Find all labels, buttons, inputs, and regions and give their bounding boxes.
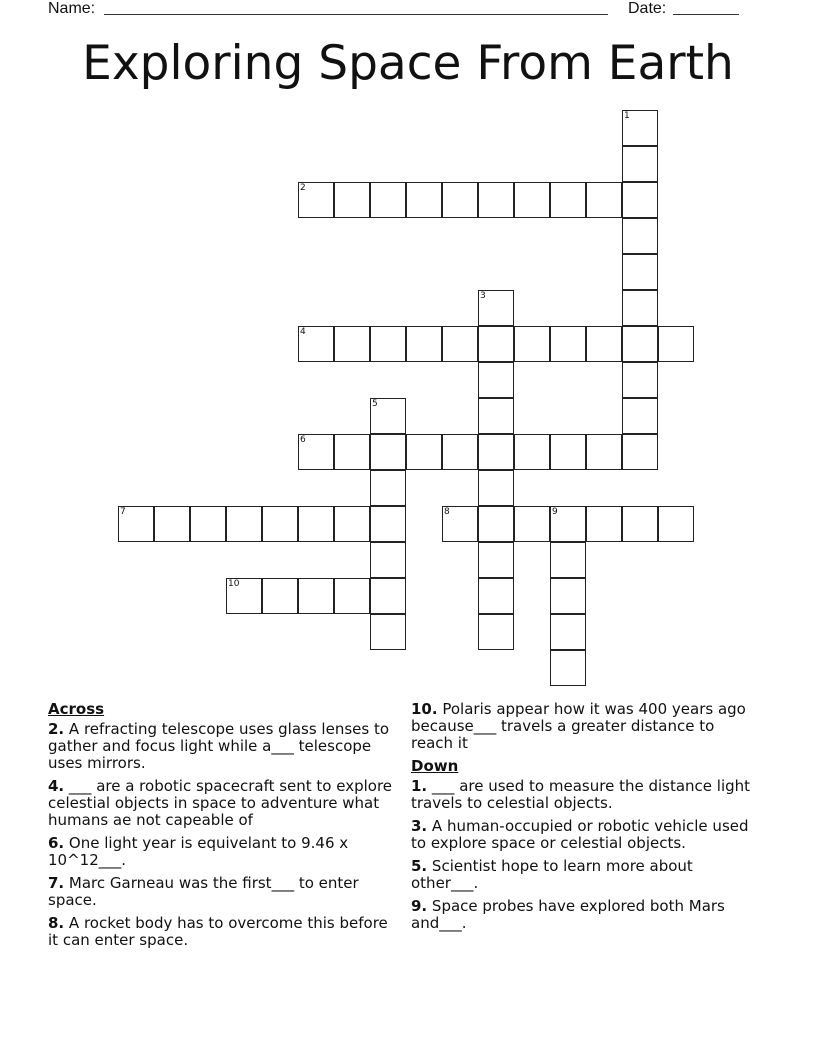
- crossword-cell[interactable]: [514, 182, 550, 218]
- crossword-cell[interactable]: [478, 542, 514, 578]
- crossword-cell[interactable]: [370, 542, 406, 578]
- crossword-cell[interactable]: [442, 326, 478, 362]
- crossword-cell[interactable]: [478, 506, 514, 542]
- crossword-cell[interactable]: [298, 578, 334, 614]
- date-label: Date:: [628, 0, 667, 17]
- clue-number: 3: [480, 291, 486, 301]
- crossword-cell[interactable]: [226, 506, 262, 542]
- crossword-cell[interactable]: [334, 434, 370, 470]
- crossword-cell[interactable]: [154, 506, 190, 542]
- crossword-cell[interactable]: [622, 218, 658, 254]
- crossword-cell[interactable]: [478, 470, 514, 506]
- clue-across-6: 6. One light year is equivelant to 9.46 x 10^12___.: [48, 834, 349, 869]
- crossword-cell[interactable]: [586, 326, 622, 362]
- crossword-cell[interactable]: [298, 326, 334, 362]
- crossword-cell[interactable]: [550, 542, 586, 578]
- clue-number: 6: [300, 435, 306, 445]
- crossword-cell[interactable]: [118, 506, 154, 542]
- crossword-cell[interactable]: [586, 182, 622, 218]
- crossword-cell[interactable]: [262, 578, 298, 614]
- crossword-cell[interactable]: [334, 182, 370, 218]
- clue-down-1: 1. ___ are used to measure the distance light travels to celestial objects.: [411, 777, 751, 812]
- crossword-cell[interactable]: [334, 326, 370, 362]
- clue-number: 7: [120, 507, 126, 517]
- crossword-cell[interactable]: [406, 182, 442, 218]
- crossword-cell[interactable]: [442, 506, 478, 542]
- crossword-cell[interactable]: [190, 506, 226, 542]
- clue-down-5: 5. Scientist hope to learn more about other___.: [411, 857, 693, 892]
- crossword-cell[interactable]: [514, 434, 550, 470]
- crossword-cell[interactable]: [406, 434, 442, 470]
- clue-number: 8: [444, 507, 450, 517]
- crossword-cell[interactable]: [622, 506, 658, 542]
- crossword-cell[interactable]: [622, 398, 658, 434]
- name-label: Name:: [48, 0, 96, 17]
- crossword-cell[interactable]: [478, 578, 514, 614]
- crossword-cell[interactable]: [406, 326, 442, 362]
- crossword-cell[interactable]: [622, 434, 658, 470]
- crossword-cell[interactable]: [262, 506, 298, 542]
- crossword-cell[interactable]: [370, 434, 406, 470]
- clue-number: 5: [372, 399, 378, 409]
- crossword-cell[interactable]: [622, 182, 658, 218]
- crossword-cell[interactable]: [226, 578, 262, 614]
- clue-number: 4: [300, 327, 306, 337]
- crossword-cell[interactable]: [622, 146, 658, 182]
- crossword-cell[interactable]: [370, 182, 406, 218]
- crossword-cell[interactable]: [622, 290, 658, 326]
- clue-across-10: 10. Polaris appear how it was 400 years ago because___ travels a greater distance to reach it: [411, 700, 746, 752]
- crossword-cell[interactable]: [370, 614, 406, 650]
- crossword-cell[interactable]: [298, 434, 334, 470]
- crossword-cell[interactable]: [442, 182, 478, 218]
- crossword-cell[interactable]: [550, 434, 586, 470]
- crossword-cell[interactable]: [370, 506, 406, 542]
- crossword-cell[interactable]: [622, 362, 658, 398]
- crossword-cell[interactable]: [658, 506, 694, 542]
- crossword-cell[interactable]: [586, 434, 622, 470]
- crossword-cell[interactable]: [478, 182, 514, 218]
- crossword-cell[interactable]: [478, 398, 514, 434]
- clues-left-column: [48, 701, 400, 955]
- crossword-cell[interactable]: [622, 110, 658, 146]
- crossword-cell[interactable]: [370, 326, 406, 362]
- crossword-cell[interactable]: [658, 326, 694, 362]
- across-heading: Across: [48, 700, 105, 718]
- crossword-cell[interactable]: [370, 578, 406, 614]
- crossword-cell[interactable]: [550, 578, 586, 614]
- crossword-cell[interactable]: [478, 290, 514, 326]
- clue-across-4: 4. ___ are a robotic spacecraft sent to explore celestial objects in space to adventure what humans ae not capeable of: [48, 777, 393, 829]
- clue-down-9: 9. Space probes have explored both Mars and___.: [411, 897, 725, 932]
- crossword-cell[interactable]: [442, 434, 478, 470]
- crossword-cell[interactable]: [370, 398, 406, 434]
- page-title: Exploring Space From Earth: [82, 36, 734, 91]
- crossword-cell[interactable]: [298, 182, 334, 218]
- clue-number: 2: [300, 183, 306, 193]
- clues-right-column: [411, 701, 761, 938]
- clue-down-3: 3. A human-occupied or robotic vehicle used to explore space or celestial objects.: [411, 817, 749, 852]
- crossword-cell[interactable]: [550, 182, 586, 218]
- clue-number: 10: [228, 579, 240, 589]
- crossword-cell[interactable]: [478, 362, 514, 398]
- clue-across-7: 7. Marc Garneau was the first___ to enter space.: [48, 874, 359, 909]
- crossword-cell[interactable]: [550, 650, 586, 686]
- crossword-cell[interactable]: [370, 470, 406, 506]
- crossword-cell[interactable]: [550, 326, 586, 362]
- crossword-cell[interactable]: [478, 326, 514, 362]
- crossword-cell[interactable]: [514, 326, 550, 362]
- crossword-cell[interactable]: [586, 506, 622, 542]
- crossword-cell[interactable]: [334, 578, 370, 614]
- clue-number: 1: [624, 111, 630, 121]
- crossword-cell[interactable]: [298, 506, 334, 542]
- crossword-cell[interactable]: [550, 506, 586, 542]
- crossword-cell[interactable]: [478, 614, 514, 650]
- crossword-cell[interactable]: [334, 506, 370, 542]
- crossword-cell[interactable]: [550, 614, 586, 650]
- crossword-cell[interactable]: [622, 326, 658, 362]
- clue-across-8: 8. A rocket body has to overcome this before it can enter space.: [48, 914, 388, 949]
- crossword-cell[interactable]: [478, 434, 514, 470]
- crossword-cell[interactable]: [514, 506, 550, 542]
- down-heading: Down: [411, 757, 459, 775]
- clue-number: 9: [552, 507, 558, 517]
- crossword-cell[interactable]: [622, 254, 658, 290]
- clue-across-2: 2. A refracting telescope uses glass lenses to gather and focus light while a___ telescope uses mirrors.: [48, 720, 390, 772]
